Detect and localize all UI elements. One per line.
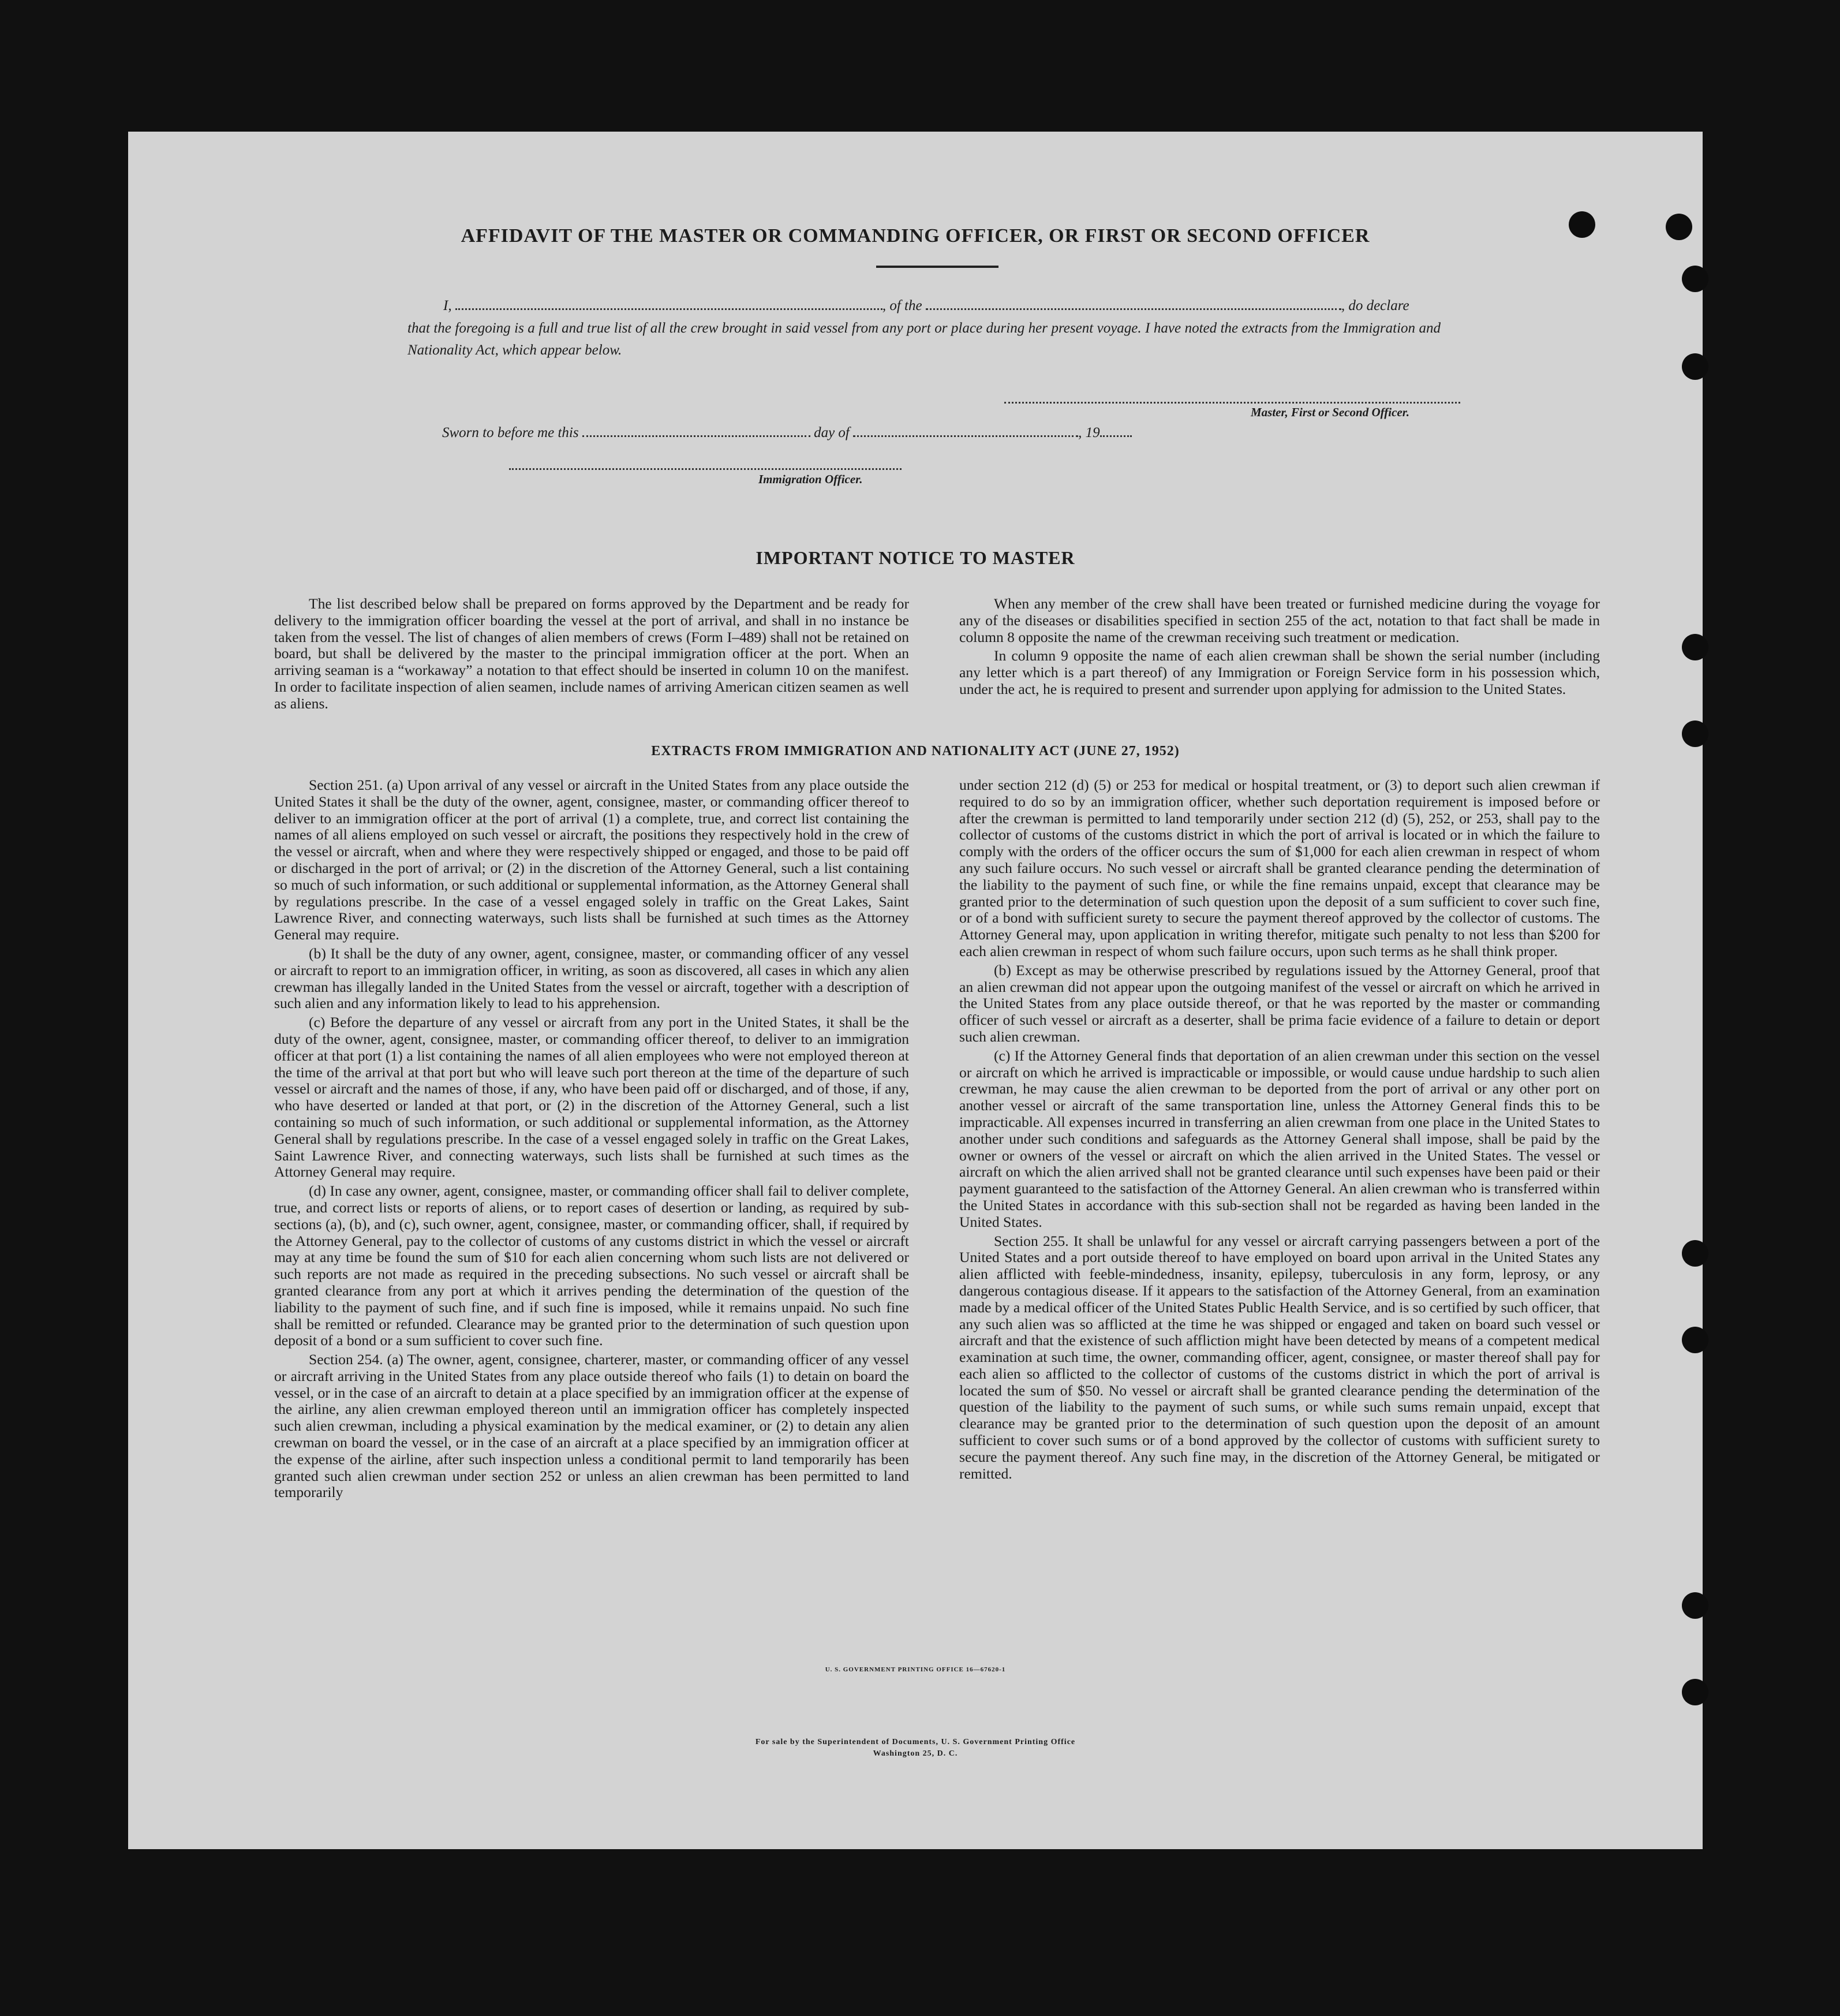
notice-left-column [274,596,909,715]
vessel-prefix: , of the [882,298,922,313]
punch-hole [1682,1592,1708,1619]
master-signature-label: Master, First or Second Officer. [1251,405,1409,419]
title-rule [876,266,998,268]
punch-hole [1682,1679,1708,1705]
declaration-body: that the foregoing is a full and true list of all the crew brought in said vessel from any port or place during her present voyage. I have noted the extracts from the Immigration and Nationality Act, which appear below. [407,320,1441,358]
section-254-c: (c) If the Attorney General finds that deportation of an alien crewman under this section on the vessel or aircraft on which he arrived is impracticable or impossible, or would cause undue hardship to such alien crewman, he may cause the alien crewman to be deported from the port of arrival or any other port on another vessel or aircraft of the same transportation line, unless the Attorney General finds this to be impracticable. All expenses incurred in transferring an alien crewman from one place in the United States to another under such conditions and safeguards as the Attorney General shall impose, shall be paid by the owner or owners of the vessel or aircraft on which the alien arrived in the United States. The vessel or aircraft on which the alien arrived shall not be granted clearance until such expenses have been paid or their payment guaranteed to the satisfaction of the Attorney General. An alien crewman who is transferred within the United States in accordance with this sub-section shall not be regarded as having been landed in the United States. [959,1047,1600,1230]
punch-hole [1666,214,1692,240]
extracts-title: EXTRACTS FROM IMMIGRATION AND NATIONALITY ACT (JUNE 27, 1952) [651,744,1180,759]
notice-left-paragraph: The list described below shall be prepared on forms approved by the Department and be ready for delivery to the immigration officer boarding the vessel at the port of arrival, and shall in no instance be taken from the vessel. The list of changes of alien members of crews (Form I–489) shall not be retained on board, but shall be delivered by the master to the principal immigration officer at the port. When an arriving seaman is a “workaway” a notation to that effect should be inserted in column 10 on the manifest. In order to facilitate inspection of alien seamen, include names of arriving American citizen seamen as well as aliens. [274,595,909,712]
vessel-name-field[interactable] [926,294,1341,310]
punch-hole [1569,211,1595,238]
section-254-a: Section 254. (a) The owner, agent, consignee, charterer, master, or commanding officer of any vessel or aircraft arriving in the United States from any place outside thereof who fails (1) to detain on board the vessel, or in the case of an aircraft to detain at a place specified by an immigration officer at the expense of the airline, any alien crewman employed thereon until an immigration officer has completely inspected such alien crewman, including a physical examination by the medical examiner, or (2) to detain any alien crewman on board the vessel, or in the case of an aircraft at a place specified by an immigration officer at the expense of the airline, after such inspection unless a conditional permit to land temporarily has been granted such alien crewman under section 252 or unless an alien crewman has been permitted to land temporarily [274,1351,909,1501]
section-251-a: Section 251. (a) Upon arrival of any vessel or aircraft in the United States from any place outside the United States it shall be the duty of the owner, agent, consignee, master, or commanding officer thereof to deliver to an immigration officer at the port of arrival (1) a complete, true, and correct list containing the names of all aliens employed on such vessel or aircraft, the positions they respectively hold in the crew of the vessel or aircraft, when and where they were respectively shipped or engaged, and those to be paid off or discharged in the port of arrival; or (2) in the discretion of the Attorney General, such a list containing so much of such information, or such additional or supplemental information, as the Attorney General shall by regulations prescribe. In the case of a vessel engaged solely in traffic on the Great Lakes, Saint Lawrence River, and connecting waterways, such lists shall be furnished at such times as the Attorney General may require. [274,776,909,943]
officer-signature-label: Immigration Officer. [758,472,863,486]
printing-office-line: U. S. GOVERNMENT PRINTING OFFICE 16—67620-1 [825,1666,1006,1673]
section-254-a-continued: under section 212 (d) (5) or 253 for medical or hospital treatment, or (3) to deport such alien crewman if required to do so by an immigration officer, whether such deportation requirement is imposed before or after the crewman is permitted to land temporarily under section 212 (d) (5), 252, or 253, shall pay to the collector of customs of the customs district in which the port of arrival is located or in which the failure to comply with the orders of the officer occurs the sum of $1,000 for each alien crewman in respect of whom any such failure occurs. No such vessel or aircraft shall be granted clearance pending the determination of the liability to the payment of such fine, or while the fine remains unpaid, except that clearance may be granted prior to the determination of such question upon the deposit of a sum sufficient to cover such fine, or of a bond with sufficient surety to secure the payment thereof approved by the collector of customs. The Attorney General may, upon application in writing therefor, mitigate such penalty to not less than $200 for each alien crewman in respect of whom such failure occurs, upon such terms as he shall think proper. [959,776,1600,960]
notice-right-paragraph-2: In column 9 opposite the name of each alien crewman shall be shown the serial number (including any letter which is a part thereof) of any Immigration or Foreign Service form in his possession which, under the act, he is required to present and surrender upon applying for admission to the United States. [959,647,1600,697]
section-251-c: (c) Before the departure of any vessel or aircraft from any port in the United States, it shall be the duty of the owner, agent, consignee, master, or commanding officer thereof, to deliver to an immigration officer at that port (1) a list containing the names of all alien employees who were not employed thereon at the time of the arrival at that port but who will leave such port thereon at the time of the departure of such vessel or aircraft and the names of those, if any, who have been paid off or discharged, and of those, if any, who have deserted or landed at that port, or (2) in the discretion of the Attorney General, such a list containing so much of such information, or such additional or supplemental information, as the Attorney General shall by regulations prescribe. In the case of a vessel engaged solely in traffic on the Great Lakes, Saint Lawrence River, and connecting waterways, such lists shall be furnished at such times as the Attorney General may require. [274,1014,909,1181]
sworn-year-field[interactable] [1100,421,1132,437]
sale-notice-line-2: Washington 25, D. C. [873,1749,958,1758]
section-251-d: (d) In case any owner, agent, consignee, master, or commanding officer shall fail to deliver complete, true, and correct lists or reports of aliens, or to report cases of desertion or landing, as required by sub-sections (a), (b), and (c), such owner, agent, consignee, master, or commanding officer, shall, if required by the Attorney General, pay to the collector of customs of any customs district in which the vessel or aircraft may at any time be found the sum of $10 for each alien concerning whom such lists are not delivered or such reports are not made as required in the preceding subsections. No such vessel or aircraft shall be granted clearance from any port at which it arrives pending the determination of the question of the liability to the payment of such fine, and if such fine is imposed, while it remains unpaid. No such fine shall be remitted or refunded. Clearance may be granted prior to the determination of such question upon deposit of a bond or a sum sufficient to cover such fine. [274,1182,909,1349]
punch-hole [1682,634,1708,660]
sworn-prefix: Sworn to before me this [442,425,579,440]
master-signature-line[interactable] [1004,402,1460,404]
punch-hole [1682,1327,1708,1353]
document-page [128,132,1703,1849]
punch-hole [1682,353,1708,380]
declare-suffix: , do declare [1341,298,1409,313]
extracts-right-column [959,777,1600,1484]
officer-signature-line[interactable] [509,468,902,470]
affidavit-title: AFFIDAVIT OF THE MASTER OR COMMANDING OFFICER, OR FIRST OR SECOND OFFICER [461,225,1370,247]
notice-right-paragraph-1: When any member of the crew shall have been treated or furnished medicine during the voyage for any of the diseases or disabilities specified in section 255 of the act, notation to that fact shall be made in column 8 opposite the name of the crewman receiving such treatment or medication. [959,595,1600,645]
sworn-day-label: day of [814,425,850,440]
sale-notice-line-1: For sale by the Superintendent of Documents, U. S. Government Printing Office [755,1738,1076,1746]
section-255: Section 255. It shall be unlawful for any vessel or aircraft carrying passengers between a port of the United States and a port outside thereof to have employed on board upon arrival in the United States any alien afflicted with feeble-mindedness, insanity, epilepsy, tuberculosis in any form, leprosy, or any dangerous contagious disease. If it appears to the satisfaction of the Attorney General, from an examination made by a medical officer of the United States Public Health Service, and is so certified by such officer, that any such alien was so afflicted at the time he was shipped or engaged and taken on board such vessel or aircraft and that the existence of such affliction might have been detected by means of a competent medical examination at such time, the owner, commanding officer, agent, consignee, or master thereof shall pay for each alien so afflicted to the collector of customs of the customs district in which the port of arrival is located the sum of $50. No vessel or aircraft shall be granted clearance pending the determination of the question of the liability to the payment of such sums, or while such sums remain unpaid, except that clearance may be granted prior to the determination of such question upon the deposit of an amount sufficient to cover such sums or of a bond approved by the collector of customs with sufficient surety to secure the payment thereof. Any such fine may, in the discretion of the Attorney General, be mitigated or remitted. [959,1232,1600,1482]
section-254-b: (b) Except as may be otherwise prescribed by regulations issued by the Attorney General, proof that an alien crewman did not appear upon the outgoing manifest of the vessel or aircraft on which he arrived in the United States from any place outside thereof, or that he was reported by the master or commanding officer of such vessel or aircraft as a deserter, shall be prima facie evidence of a failure to detain or deport such alien crewman. [959,961,1600,1045]
declarant-prefix: I, [443,298,452,313]
punch-hole [1682,1240,1708,1267]
sworn-year-prefix: , 19 [1078,425,1100,440]
declarant-name-field[interactable] [455,294,882,310]
punch-hole [1682,720,1708,747]
declaration-line [443,294,1592,314]
punch-hole [1682,266,1708,292]
notice-title: IMPORTANT NOTICE TO MASTER [756,547,1075,568]
extracts-left-column [274,777,909,1503]
section-251-b: (b) It shall be the duty of any owner, agent, consignee, master, or commanding officer of any vessel or aircraft to report to an immigration officer, in writing, as soon as discovered, all cases in which any alien crewman has illegally landed in the United States from the vessel or aircraft, together with a description of such alien and any information likely to lead to his apprehension. [274,944,909,1012]
sworn-line [442,421,1539,441]
sworn-day-field[interactable] [582,421,810,437]
notice-right-column [959,596,1600,700]
sworn-month-field[interactable] [853,421,1078,437]
